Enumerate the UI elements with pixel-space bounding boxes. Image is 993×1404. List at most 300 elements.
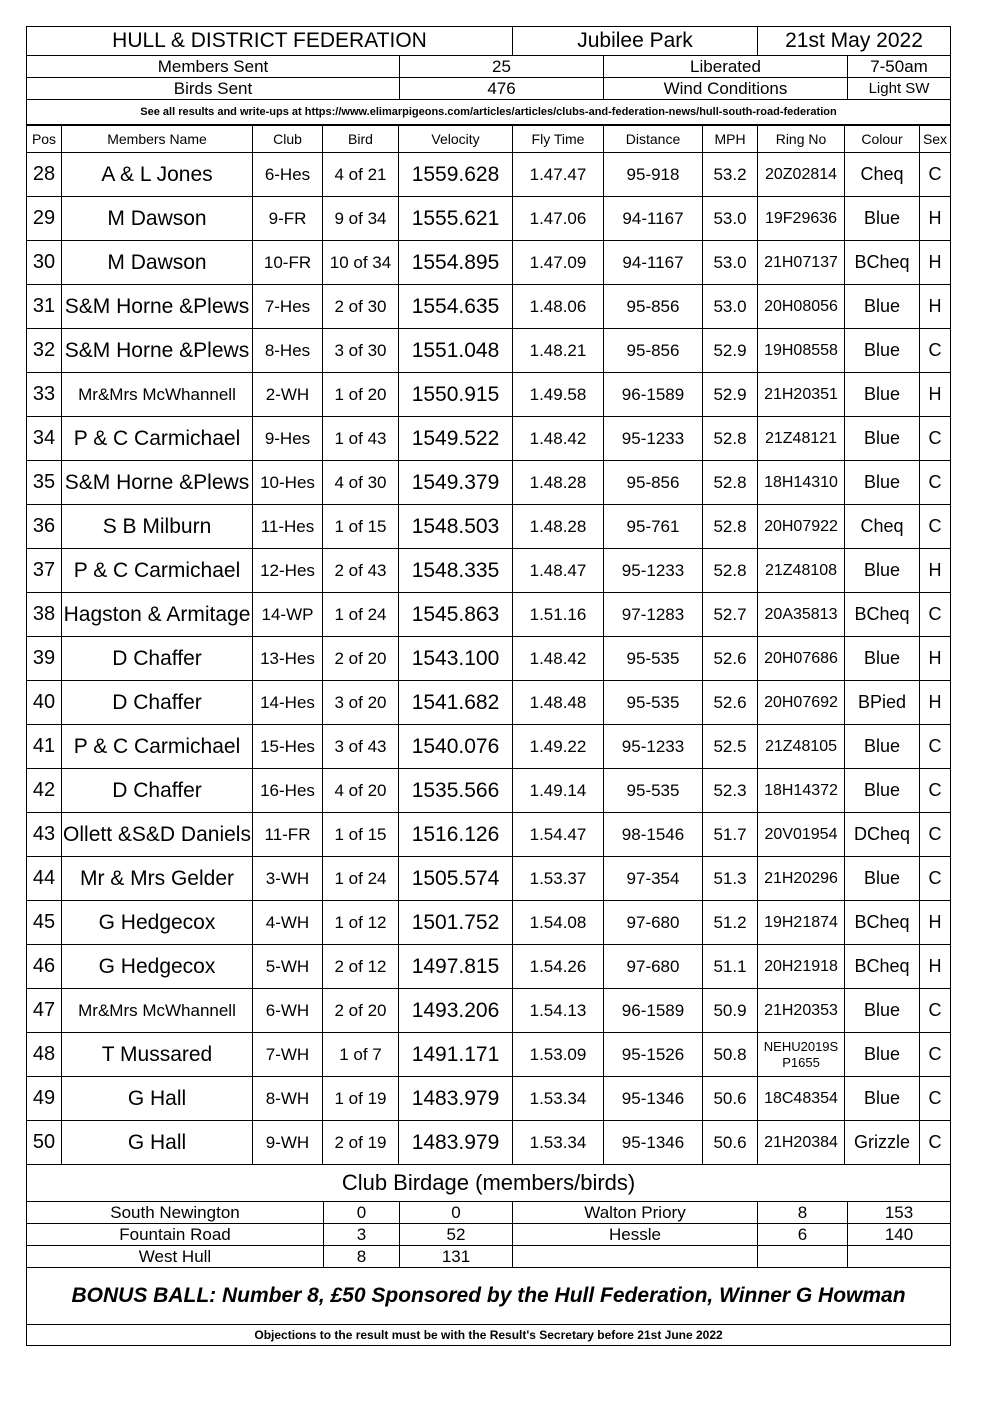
cell-fly-time: 1.54.08 bbox=[513, 901, 604, 945]
cell-colour: Blue bbox=[845, 769, 920, 813]
cell-bird: 2 of 20 bbox=[323, 637, 399, 681]
cell-fly-time: 1.49.22 bbox=[513, 725, 604, 769]
cell-ring: 21H07137 bbox=[758, 241, 845, 285]
cell-fly-time: 1.54.26 bbox=[513, 945, 604, 989]
birdage-birds: 153 bbox=[848, 1202, 951, 1224]
result-row bbox=[27, 945, 951, 989]
cell-mph: 52.9 bbox=[703, 329, 758, 373]
birdage-members: 0 bbox=[324, 1202, 400, 1224]
cell-sex: H bbox=[920, 373, 951, 417]
cell-pos: 49 bbox=[27, 1077, 62, 1121]
cell-colour: Blue bbox=[845, 373, 920, 417]
cell-ring: 20H21918 bbox=[758, 945, 845, 989]
cell-pos: 40 bbox=[27, 681, 62, 725]
members-sent-value: 25 bbox=[400, 56, 604, 78]
cell-velocity: 1541.682 bbox=[399, 681, 513, 725]
cell-pos: 46 bbox=[27, 945, 62, 989]
cell-pos: 28 bbox=[27, 153, 62, 197]
cell-fly-time: 1.49.58 bbox=[513, 373, 604, 417]
cell-velocity: 1549.379 bbox=[399, 461, 513, 505]
cell-pos: 33 bbox=[27, 373, 62, 417]
cell-club: 12-Hes bbox=[253, 549, 323, 593]
cell-bird: 2 of 30 bbox=[323, 285, 399, 329]
column-header-pos: Pos bbox=[27, 126, 62, 153]
cell-sex: H bbox=[920, 637, 951, 681]
cell-fly-time: 1.48.06 bbox=[513, 285, 604, 329]
cell-fly-time: 1.47.47 bbox=[513, 153, 604, 197]
cell-distance: 95-856 bbox=[604, 461, 703, 505]
cell-distance: 97-354 bbox=[604, 857, 703, 901]
cell-velocity: 1483.979 bbox=[399, 1121, 513, 1165]
cell-colour: Blue bbox=[845, 461, 920, 505]
liberated-value: 7-50am bbox=[848, 56, 951, 78]
cell-club: 2-WH bbox=[253, 373, 323, 417]
cell-fly-time: 1.53.09 bbox=[513, 1033, 604, 1077]
cell-mph: 51.1 bbox=[703, 945, 758, 989]
cell-sex: H bbox=[920, 197, 951, 241]
result-row bbox=[27, 989, 951, 1033]
cell-club: 16-Hes bbox=[253, 769, 323, 813]
cell-mph: 53.2 bbox=[703, 153, 758, 197]
cell-velocity: 1550.915 bbox=[399, 373, 513, 417]
cell-club: 11-FR bbox=[253, 813, 323, 857]
cell-sex: C bbox=[920, 813, 951, 857]
cell-mph: 51.3 bbox=[703, 857, 758, 901]
cell-mph: 52.8 bbox=[703, 461, 758, 505]
cell-colour: Blue bbox=[845, 417, 920, 461]
cell-pos: 32 bbox=[27, 329, 62, 373]
cell-bird: 3 of 30 bbox=[323, 329, 399, 373]
cell-ring: 18C48354 bbox=[758, 1077, 845, 1121]
cell-colour: Blue bbox=[845, 549, 920, 593]
cell-club: 14-WP bbox=[253, 593, 323, 637]
birdage-empty-cell bbox=[758, 1246, 848, 1268]
cell-fly-time: 1.48.28 bbox=[513, 461, 604, 505]
cell-sex: C bbox=[920, 769, 951, 813]
result-row bbox=[27, 857, 951, 901]
race-date: 21st May 2022 bbox=[758, 27, 951, 56]
cell-club: 10-FR bbox=[253, 241, 323, 285]
cell-sex: H bbox=[920, 945, 951, 989]
cell-mph: 50.6 bbox=[703, 1121, 758, 1165]
cell-club: 10-Hes bbox=[253, 461, 323, 505]
cell-distance: 95-1233 bbox=[604, 725, 703, 769]
cell-name: T Mussared bbox=[62, 1033, 253, 1077]
cell-name: A & L Jones bbox=[62, 153, 253, 197]
cell-distance: 95-1346 bbox=[604, 1077, 703, 1121]
cell-velocity: 1551.048 bbox=[399, 329, 513, 373]
cell-ring: 20H07692 bbox=[758, 681, 845, 725]
cell-pos: 35 bbox=[27, 461, 62, 505]
cell-distance: 96-1589 bbox=[604, 989, 703, 1033]
cell-mph: 52.6 bbox=[703, 681, 758, 725]
bonus-ball-notice: BONUS BALL: Number 8, £50 Sponsored by the Hull Federation, Winner G Howman bbox=[27, 1268, 951, 1325]
cell-name: S&M Horne &Plews bbox=[62, 461, 253, 505]
cell-name: Mr & Mrs Gelder bbox=[62, 857, 253, 901]
cell-sex: H bbox=[920, 901, 951, 945]
cell-colour: Blue bbox=[845, 329, 920, 373]
cell-distance: 95-856 bbox=[604, 285, 703, 329]
cell-velocity: 1501.752 bbox=[399, 901, 513, 945]
birdage-empty-cell bbox=[513, 1246, 758, 1268]
cell-ring: 21Z48121 bbox=[758, 417, 845, 461]
results-table bbox=[26, 125, 951, 1165]
cell-velocity: 1545.863 bbox=[399, 593, 513, 637]
cell-fly-time: 1.48.48 bbox=[513, 681, 604, 725]
cell-club: 4-WH bbox=[253, 901, 323, 945]
cell-sex: C bbox=[920, 725, 951, 769]
cell-distance: 95-856 bbox=[604, 329, 703, 373]
cell-colour: BCheq bbox=[845, 901, 920, 945]
birds-sent-value: 476 bbox=[400, 78, 604, 100]
cell-distance: 95-761 bbox=[604, 505, 703, 549]
cell-sex: C bbox=[920, 989, 951, 1033]
cell-fly-time: 1.48.21 bbox=[513, 329, 604, 373]
cell-bird: 1 of 24 bbox=[323, 857, 399, 901]
cell-colour: Blue bbox=[845, 197, 920, 241]
cell-colour: Cheq bbox=[845, 153, 920, 197]
cell-pos: 47 bbox=[27, 989, 62, 1033]
birdage-birds: 131 bbox=[400, 1246, 513, 1268]
cell-colour: Blue bbox=[845, 725, 920, 769]
cell-velocity: 1554.895 bbox=[399, 241, 513, 285]
cell-pos: 31 bbox=[27, 285, 62, 329]
cell-fly-time: 1.48.42 bbox=[513, 637, 604, 681]
result-row bbox=[27, 153, 951, 197]
cell-sex: C bbox=[920, 857, 951, 901]
cell-fly-time: 1.53.37 bbox=[513, 857, 604, 901]
cell-sex: H bbox=[920, 681, 951, 725]
column-header-row bbox=[27, 126, 951, 153]
cell-ring: 19H08558 bbox=[758, 329, 845, 373]
result-row bbox=[27, 329, 951, 373]
cell-bird: 2 of 19 bbox=[323, 1121, 399, 1165]
cell-mph: 50.9 bbox=[703, 989, 758, 1033]
cell-velocity: 1483.979 bbox=[399, 1077, 513, 1121]
cell-distance: 97-680 bbox=[604, 945, 703, 989]
birdage-members: 3 bbox=[324, 1224, 400, 1246]
column-header-velocity: Velocity bbox=[399, 126, 513, 153]
cell-pos: 45 bbox=[27, 901, 62, 945]
result-row bbox=[27, 197, 951, 241]
cell-pos: 41 bbox=[27, 725, 62, 769]
cell-club: 6-Hes bbox=[253, 153, 323, 197]
cell-ring: 20Z02814 bbox=[758, 153, 845, 197]
column-header-name: Members Name bbox=[62, 126, 253, 153]
cell-name: G Hall bbox=[62, 1077, 253, 1121]
cell-sex: C bbox=[920, 1033, 951, 1077]
cell-ring: NEHU2019S P1655 bbox=[758, 1033, 845, 1077]
cell-sex: H bbox=[920, 549, 951, 593]
cell-distance: 94-1167 bbox=[604, 241, 703, 285]
cell-mph: 52.5 bbox=[703, 725, 758, 769]
cell-club: 6-WH bbox=[253, 989, 323, 1033]
cell-pos: 36 bbox=[27, 505, 62, 549]
cell-colour: Blue bbox=[845, 989, 920, 1033]
cell-club: 9-FR bbox=[253, 197, 323, 241]
result-row bbox=[27, 901, 951, 945]
cell-bird: 4 of 30 bbox=[323, 461, 399, 505]
cell-ring: 21Z48105 bbox=[758, 725, 845, 769]
cell-fly-time: 1.54.13 bbox=[513, 989, 604, 1033]
result-row bbox=[27, 593, 951, 637]
cell-club: 8-Hes bbox=[253, 329, 323, 373]
cell-sex: C bbox=[920, 329, 951, 373]
cell-sex: C bbox=[920, 461, 951, 505]
cell-ring: 20H07686 bbox=[758, 637, 845, 681]
cell-mph: 52.9 bbox=[703, 373, 758, 417]
cell-colour: Cheq bbox=[845, 505, 920, 549]
result-row bbox=[27, 285, 951, 329]
cell-fly-time: 1.47.09 bbox=[513, 241, 604, 285]
results-link[interactable]: See all results and write-ups at https://www.elimarpigeons.com/articles/articles/clubs-and-federation-news/hull-south-road-federation bbox=[27, 100, 951, 125]
cell-ring: 20H07922 bbox=[758, 505, 845, 549]
cell-club: 11-Hes bbox=[253, 505, 323, 549]
cell-mph: 53.0 bbox=[703, 285, 758, 329]
cell-pos: 43 bbox=[27, 813, 62, 857]
cell-bird: 1 of 15 bbox=[323, 505, 399, 549]
cell-fly-time: 1.48.47 bbox=[513, 549, 604, 593]
cell-bird: 1 of 12 bbox=[323, 901, 399, 945]
cell-sex: H bbox=[920, 285, 951, 329]
cell-sex: H bbox=[920, 241, 951, 285]
cell-distance: 96-1589 bbox=[604, 373, 703, 417]
column-header-mph: MPH bbox=[703, 126, 758, 153]
birdage-club: South Newington bbox=[27, 1202, 324, 1224]
cell-velocity: 1548.503 bbox=[399, 505, 513, 549]
liberated-label: Liberated bbox=[604, 56, 848, 78]
cell-name: Mr&Mrs McWhannell bbox=[62, 989, 253, 1033]
column-header-distance: Distance bbox=[604, 126, 703, 153]
cell-club: 3-WH bbox=[253, 857, 323, 901]
cell-name: D Chaffer bbox=[62, 681, 253, 725]
wind-label: Wind Conditions bbox=[604, 78, 848, 100]
race-point: Jubilee Park bbox=[513, 27, 758, 56]
cell-name: Hagston & Armitage bbox=[62, 593, 253, 637]
federation-title: HULL & DISTRICT FEDERATION bbox=[27, 27, 513, 56]
result-row bbox=[27, 417, 951, 461]
result-row bbox=[27, 1077, 951, 1121]
cell-name: P & C Carmichael bbox=[62, 549, 253, 593]
cell-bird: 4 of 20 bbox=[323, 769, 399, 813]
result-row bbox=[27, 549, 951, 593]
cell-name: M Dawson bbox=[62, 197, 253, 241]
cell-ring: 21H20351 bbox=[758, 373, 845, 417]
cell-pos: 48 bbox=[27, 1033, 62, 1077]
cell-mph: 52.8 bbox=[703, 417, 758, 461]
cell-mph: 52.8 bbox=[703, 549, 758, 593]
birdage-empty-cell bbox=[848, 1246, 951, 1268]
cell-pos: 50 bbox=[27, 1121, 62, 1165]
cell-bird: 1 of 19 bbox=[323, 1077, 399, 1121]
cell-name: S&M Horne &Plews bbox=[62, 285, 253, 329]
birdage-birds: 140 bbox=[848, 1224, 951, 1246]
cell-pos: 44 bbox=[27, 857, 62, 901]
cell-club: 7-WH bbox=[253, 1033, 323, 1077]
birdage-title: Club Birdage (members/birds) bbox=[27, 1165, 951, 1202]
result-row bbox=[27, 241, 951, 285]
cell-colour: BCheq bbox=[845, 945, 920, 989]
cell-velocity: 1505.574 bbox=[399, 857, 513, 901]
cell-distance: 95-1526 bbox=[604, 1033, 703, 1077]
cell-bird: 3 of 20 bbox=[323, 681, 399, 725]
cell-ring: 18H14372 bbox=[758, 769, 845, 813]
cell-distance: 98-1546 bbox=[604, 813, 703, 857]
result-row bbox=[27, 769, 951, 813]
cell-mph: 52.8 bbox=[703, 505, 758, 549]
cell-velocity: 1497.815 bbox=[399, 945, 513, 989]
cell-velocity: 1540.076 bbox=[399, 725, 513, 769]
cell-fly-time: 1.53.34 bbox=[513, 1121, 604, 1165]
cell-fly-time: 1.48.28 bbox=[513, 505, 604, 549]
cell-mph: 53.0 bbox=[703, 197, 758, 241]
cell-fly-time: 1.54.47 bbox=[513, 813, 604, 857]
cell-pos: 39 bbox=[27, 637, 62, 681]
result-row bbox=[27, 725, 951, 769]
cell-pos: 37 bbox=[27, 549, 62, 593]
cell-fly-time: 1.47.06 bbox=[513, 197, 604, 241]
cell-club: 7-Hes bbox=[253, 285, 323, 329]
wind-value: Light SW bbox=[848, 78, 951, 100]
cell-mph: 52.6 bbox=[703, 637, 758, 681]
birdage-club: West Hull bbox=[27, 1246, 324, 1268]
cell-velocity: 1535.566 bbox=[399, 769, 513, 813]
cell-ring: 20A35813 bbox=[758, 593, 845, 637]
cell-pos: 42 bbox=[27, 769, 62, 813]
cell-fly-time: 1.51.16 bbox=[513, 593, 604, 637]
cell-bird: 1 of 24 bbox=[323, 593, 399, 637]
cell-mph: 52.3 bbox=[703, 769, 758, 813]
birdage-club: Walton Priory bbox=[513, 1202, 758, 1224]
cell-distance: 95-535 bbox=[604, 637, 703, 681]
cell-club: 15-Hes bbox=[253, 725, 323, 769]
cell-ring: 19H21874 bbox=[758, 901, 845, 945]
cell-bird: 1 of 7 bbox=[323, 1033, 399, 1077]
cell-ring: 21Z48108 bbox=[758, 549, 845, 593]
column-header-club: Club bbox=[253, 126, 323, 153]
cell-bird: 2 of 20 bbox=[323, 989, 399, 1033]
cell-distance: 95-918 bbox=[604, 153, 703, 197]
cell-name: Ollett &S&D Daniels bbox=[62, 813, 253, 857]
cell-pos: 30 bbox=[27, 241, 62, 285]
result-row bbox=[27, 373, 951, 417]
cell-bird: 4 of 21 bbox=[323, 153, 399, 197]
result-row bbox=[27, 637, 951, 681]
cell-sex: C bbox=[920, 1121, 951, 1165]
cell-name: G Hedgecox bbox=[62, 945, 253, 989]
result-row bbox=[27, 1033, 951, 1077]
cell-distance: 95-1233 bbox=[604, 549, 703, 593]
cell-distance: 97-680 bbox=[604, 901, 703, 945]
cell-velocity: 1493.206 bbox=[399, 989, 513, 1033]
cell-bird: 3 of 43 bbox=[323, 725, 399, 769]
cell-velocity: 1516.126 bbox=[399, 813, 513, 857]
cell-name: D Chaffer bbox=[62, 769, 253, 813]
cell-colour: BCheq bbox=[845, 593, 920, 637]
cell-bird: 10 of 34 bbox=[323, 241, 399, 285]
birdage-club: Hessle bbox=[513, 1224, 758, 1246]
column-header-bird: Bird bbox=[323, 126, 399, 153]
result-row bbox=[27, 1121, 951, 1165]
cell-mph: 51.2 bbox=[703, 901, 758, 945]
result-row bbox=[27, 505, 951, 549]
cell-club: 5-WH bbox=[253, 945, 323, 989]
cell-bird: 1 of 20 bbox=[323, 373, 399, 417]
cell-pos: 34 bbox=[27, 417, 62, 461]
cell-distance: 95-1346 bbox=[604, 1121, 703, 1165]
cell-distance: 97-1283 bbox=[604, 593, 703, 637]
cell-distance: 95-535 bbox=[604, 681, 703, 725]
cell-sex: C bbox=[920, 505, 951, 549]
cell-mph: 50.8 bbox=[703, 1033, 758, 1077]
cell-name: D Chaffer bbox=[62, 637, 253, 681]
cell-distance: 95-1233 bbox=[604, 417, 703, 461]
cell-distance: 95-535 bbox=[604, 769, 703, 813]
cell-fly-time: 1.49.14 bbox=[513, 769, 604, 813]
cell-ring: 20V01954 bbox=[758, 813, 845, 857]
cell-name: S&M Horne &Plews bbox=[62, 329, 253, 373]
result-row bbox=[27, 461, 951, 505]
cell-name: M Dawson bbox=[62, 241, 253, 285]
cell-name: Mr&Mrs McWhannell bbox=[62, 373, 253, 417]
birdage-club: Fountain Road bbox=[27, 1224, 324, 1246]
birds-sent-label: Birds Sent bbox=[27, 78, 400, 100]
cell-name: P & C Carmichael bbox=[62, 417, 253, 461]
birdage-birds: 0 bbox=[400, 1202, 513, 1224]
cell-ring: 19F29636 bbox=[758, 197, 845, 241]
result-row bbox=[27, 813, 951, 857]
cell-velocity: 1555.621 bbox=[399, 197, 513, 241]
cell-name: G Hall bbox=[62, 1121, 253, 1165]
cell-mph: 52.7 bbox=[703, 593, 758, 637]
cell-fly-time: 1.53.34 bbox=[513, 1077, 604, 1121]
cell-velocity: 1549.522 bbox=[399, 417, 513, 461]
results-sheet bbox=[26, 26, 950, 1346]
cell-distance: 94-1167 bbox=[604, 197, 703, 241]
cell-name: S B Milburn bbox=[62, 505, 253, 549]
cell-velocity: 1491.171 bbox=[399, 1033, 513, 1077]
cell-velocity: 1554.635 bbox=[399, 285, 513, 329]
cell-club: 14-Hes bbox=[253, 681, 323, 725]
cell-name: G Hedgecox bbox=[62, 901, 253, 945]
cell-pos: 38 bbox=[27, 593, 62, 637]
cell-ring: 21H20384 bbox=[758, 1121, 845, 1165]
cell-velocity: 1559.628 bbox=[399, 153, 513, 197]
cell-sex: C bbox=[920, 1077, 951, 1121]
cell-sex: C bbox=[920, 593, 951, 637]
cell-mph: 50.6 bbox=[703, 1077, 758, 1121]
header-table bbox=[26, 26, 951, 125]
cell-colour: Blue bbox=[845, 1033, 920, 1077]
objections-footer: Objections to the result must be with the Result's Secretary before 21st June 2022 bbox=[27, 1325, 951, 1346]
cell-pos: 29 bbox=[27, 197, 62, 241]
cell-sex: C bbox=[920, 153, 951, 197]
cell-velocity: 1543.100 bbox=[399, 637, 513, 681]
cell-ring: 21H20296 bbox=[758, 857, 845, 901]
result-row bbox=[27, 681, 951, 725]
cell-colour: DCheq bbox=[845, 813, 920, 857]
cell-bird: 1 of 43 bbox=[323, 417, 399, 461]
cell-club: 9-WH bbox=[253, 1121, 323, 1165]
birdage-table bbox=[26, 1165, 951, 1346]
column-header-sex: Sex bbox=[920, 126, 951, 153]
cell-colour: Blue bbox=[845, 285, 920, 329]
cell-colour: Blue bbox=[845, 857, 920, 901]
birdage-birds: 52 bbox=[400, 1224, 513, 1246]
cell-sex: C bbox=[920, 417, 951, 461]
cell-bird: 9 of 34 bbox=[323, 197, 399, 241]
cell-colour: BPied bbox=[845, 681, 920, 725]
